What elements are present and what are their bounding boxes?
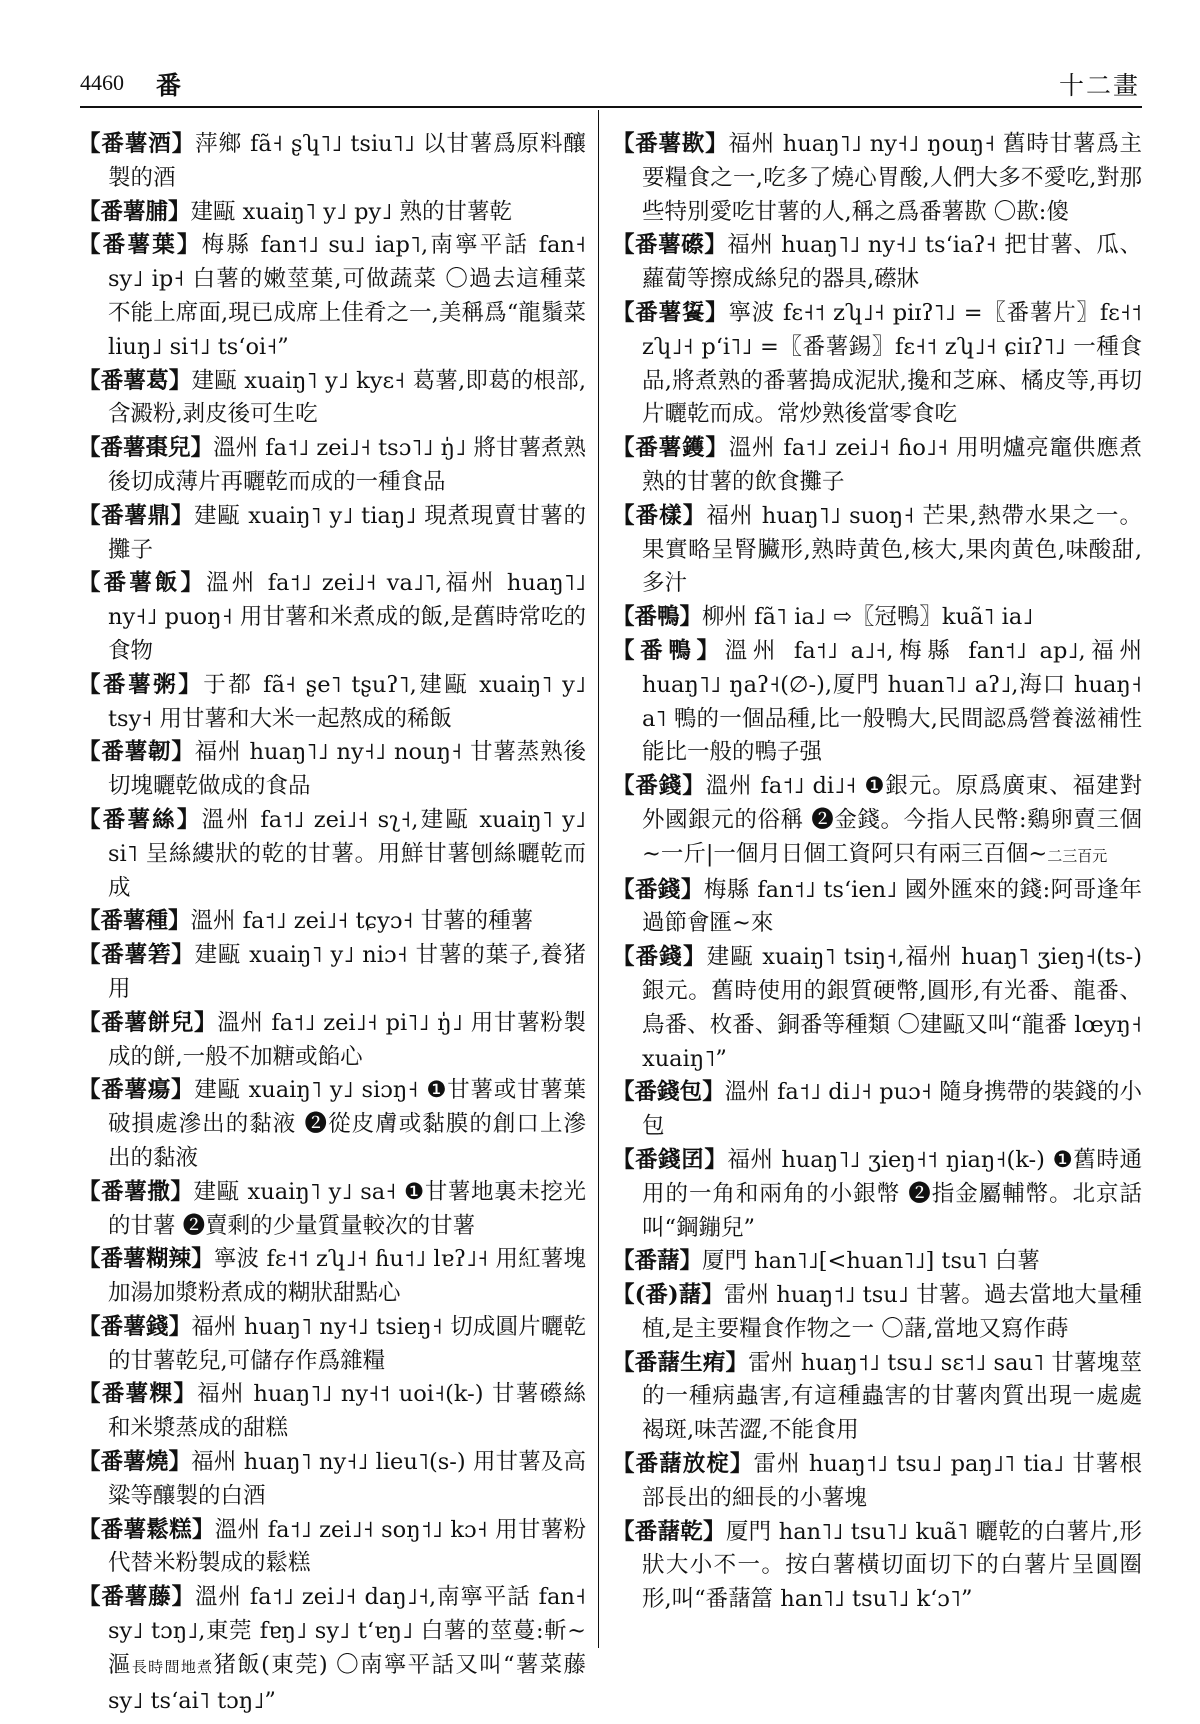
- entry-headword: 【番薯箬】: [78, 942, 195, 969]
- entry-headword: 【番薯韌】: [78, 739, 195, 766]
- dictionary-entry: [612, 1076, 1142, 1144]
- dictionary-entry: [78, 804, 586, 905]
- right-column: [612, 128, 1142, 1617]
- dictionary-entry: [78, 1007, 586, 1075]
- dictionary-entry: [612, 128, 1142, 229]
- entry-headword: 【番薯葛】: [78, 367, 192, 394]
- entry-headword: 【番錢】: [612, 876, 704, 903]
- dictionary-entry: [78, 736, 586, 804]
- entry-definition: 雷州 huaŋ˦˩ tsu˩ 甘薯。過去當地大量種植,是主要糧食作物之一 〇藷,當地又寫作蒔: [642, 1282, 1142, 1342]
- entry-headword: 【番薯燒】: [78, 1449, 192, 1476]
- dictionary-entry: [612, 1245, 1142, 1279]
- entry-headword: 【番薯粥】: [78, 671, 204, 698]
- dictionary-entry: [78, 500, 586, 568]
- entry-headword: 【番藷生痏】: [612, 1349, 749, 1376]
- entry-definition-tail: 猪飯(東莞) 〇南寧平話又叫“薯菜藤 sy˩ tsʻai˥ tɔŋ˩”: [108, 1651, 586, 1714]
- dictionary-entry: [78, 939, 586, 1007]
- entry-headword: 【番薯𩜾】: [612, 299, 729, 326]
- entry-definition: 寧波 fɛ˧˦ zʮ˩˧ ɦu˦˩ lɐʔ˩˧ 用紅薯塊加湯加漿粉煮成的糊狀甜點心: [108, 1246, 586, 1307]
- entry-headword: 【番藷】: [612, 1248, 703, 1275]
- column-divider: [598, 110, 599, 1648]
- entry-definition: 厦門 han˥˩ tsu˥˩ kuã˥ 曬乾的白薯片,形狀大小不一。按白薯橫切面切下的白薯片呈圓圈形,叫“番藷䈏 han˥˩ tsu˥˩ kʻɔ˥”: [642, 1518, 1142, 1613]
- header-rule: [80, 106, 1142, 108]
- entry-headword: 【番藷乾】: [612, 1518, 726, 1545]
- dictionary-entry: [612, 635, 1142, 770]
- dictionary-entry: [612, 770, 1142, 873]
- entry-headword: 【番薯酒】: [78, 131, 196, 157]
- dictionary-entry: [78, 1074, 586, 1175]
- entry-definition: 福州 huaŋ˥ ny˧˩ lieu˥(s-) 用甘薯及高粱等釀製的白酒: [108, 1449, 586, 1509]
- entry-definition: 萍鄉 fã˧ ʂʮ˥˩ tsiu˥˩ 以甘薯爲原料釀製的酒: [108, 131, 586, 191]
- entry-headword: 【番薯撒】: [78, 1178, 194, 1205]
- dictionary-entry: [78, 128, 586, 196]
- entry-headword: 【番薯歁】: [612, 131, 729, 157]
- entry-headword: 【番薯飯】: [78, 570, 207, 597]
- dictionary-entry: [78, 1446, 586, 1514]
- entry-headword: 【番樣】: [612, 502, 707, 529]
- entry-definition: 溫州 fa˦˩ zei˩˧ pi˥˩ ŋ̍˩ 用甘薯粉製成的餅,一般不加糖或餡心: [108, 1009, 586, 1070]
- entry-headword: 【番薯種】: [78, 908, 191, 935]
- entry-headword: 【番薯粿】: [78, 1381, 198, 1408]
- entry-headword: 【番薯糊辣】: [78, 1246, 214, 1273]
- entry-definition: 溫州 fa˦˩ zei˩˧ tɕyɔ˧ 甘薯的種薯: [190, 908, 534, 935]
- stroke-count-section: 十二畫: [1058, 71, 1140, 100]
- left-column: [78, 128, 586, 1718]
- entry-definition: 建甌 xuaiŋ˥ y˩ py˩ 熟的甘薯乾: [190, 198, 513, 225]
- entry-definition: 溫州 fa˦˩ zei˩˧ ɦo˩˧ 用明爐亮竈供應煮熟的甘薯的飲食攤子: [642, 435, 1142, 495]
- entry-definition: 梅縣 fan˦˩ su˩ iap˥,南寧平話 fan˧ sy˩ ip˧ 白薯的嫩莖葉,可做蔬菜 〇過去這種菜不能上席面,現已成席上佳肴之一,美稱爲“龍鬚菜 liuŋ˩ si˦˩ tsʻoi˧”: [108, 232, 586, 360]
- entry-definition: 建甌 xuaiŋ˥ y˩ sa˧ ❶甘薯地裏未挖光的甘薯 ❷賣剩的少量質量較次的甘薯: [108, 1178, 586, 1239]
- dictionary-entry: [612, 1347, 1142, 1448]
- entry-headword: 【番錢包】: [612, 1079, 725, 1106]
- entry-definition: 建甌 xuaiŋ˥ y˩ siɔŋ˧ ❶甘薯或甘薯葉破損處滲出的黏液 ❷從皮膚或黏膜的創口上滲出的黏液: [108, 1077, 586, 1171]
- entry-headword: 【番薯藤】: [78, 1584, 195, 1611]
- dictionary-entry: [78, 1176, 586, 1244]
- entry-definition: 溫州 fa˦˩ zei˩˧ tsɔ˥˩ ŋ̍˩ 將甘薯煮熟後切成薄片再曬乾而成的一種食品: [108, 435, 586, 495]
- dictionary-entry: [612, 297, 1142, 432]
- entry-definition: 于都 fã˧ ʂe˥ tʂuʔ˥,建甌 xuaiŋ˥ y˩ tsy˧ 用甘薯和大米一起熬成的稀飯: [108, 671, 586, 732]
- entry-headword: 【番薯棗兒】: [78, 435, 214, 462]
- entry-definition: 福州 huaŋ˥˩ ny˧˩ ŋouŋ˧ 舊時甘薯爲主要糧食之一,吃多了燒心胃酸,人們大多不愛吃,對那些特別愛吃甘薯的人,稱之爲番薯歁 〇歁:傻: [642, 131, 1142, 225]
- entry-headword: 【番薯瘍】: [78, 1077, 195, 1104]
- entry-small-gloss: 長時間地煮: [131, 1657, 214, 1676]
- dictionary-entry: [78, 1311, 586, 1379]
- dictionary-entry: [612, 432, 1142, 500]
- entry-definition: 溫州 fa˦˩ zei˩˧ daŋ˩˧,南寧平話 fan˧ sy˩ tɔŋ˩,東莞 fɐŋ˩ sy˩ tʻɐŋ˩ 白薯的莖蔓:斬~漚: [108, 1584, 586, 1678]
- entry-definition: 梅縣 fan˦˩ tsʻien˩ 國外匯來的錢:阿哥逢年過節會匯~來: [642, 876, 1142, 937]
- dictionary-entry: [612, 1516, 1142, 1617]
- dictionary-entry: [78, 229, 586, 364]
- dictionary-entry: [612, 874, 1142, 942]
- entry-headword: 【番薯絲】: [78, 806, 202, 833]
- entry-definition: 福州 huaŋ˥˩ suoŋ˧ 芒果,熱帶水果之一。果實略呈腎臟形,熟時黄色,核大,果肉黄色,味酸甜,多汁: [642, 502, 1142, 597]
- dictionary-entry: [78, 1243, 586, 1311]
- entry-definition: 溫州 fa˦˩ zei˩˧ sʅ˧,建甌 xuaiŋ˥ y˩ si˥ 呈絲縷狀的乾的甘薯。用鮮甘薯刨絲曬乾而成: [108, 806, 586, 901]
- entry-headword: 【(番)藷】: [612, 1282, 724, 1309]
- entry-headword: 【番薯錢】: [78, 1313, 192, 1340]
- dictionary-entry: [612, 941, 1142, 1076]
- entry-definition: 溫州 fa˦˩ zei˩˧ soŋ˦˩ kɔ˧ 用甘薯粉代替米粉製成的鬆糕: [108, 1516, 586, 1577]
- entry-definition: 建甌 xuaiŋ˥ y˩ tiaŋ˩ 現煮現賣甘薯的攤子: [108, 502, 586, 563]
- entry-headword: 【番錢】: [612, 944, 707, 971]
- dictionary-entry: [612, 229, 1142, 297]
- page-header: [80, 62, 1140, 102]
- entry-definition: 福州 huaŋ˥˩ ny˧˦ uoi˧(k-) 甘薯礤絲和米漿蒸成的甜糕: [108, 1381, 586, 1442]
- dictionary-entry: [78, 567, 586, 668]
- entry-definition: 福州 huaŋ˥˩ ʒieŋ˧˦ ŋiaŋ˧(k-) ❶舊時通用的一角和兩角的小銀幣 ❷指金屬輔幣。北京話叫“鋼鏰兒”: [642, 1146, 1142, 1241]
- entry-headword: 【番薯鼎】: [78, 502, 195, 529]
- entry-definition: 福州 huaŋ˥˩ ny˧˩ tsʻiaʔ˧ 把甘薯、瓜、蘿蔔等擦成絲兒的器具,礤牀: [642, 232, 1142, 293]
- dictionary-entry: [78, 365, 586, 433]
- entry-definition: 建甌 xuaiŋ˥ y˩ niɔ˧ 甘薯的葉子,養猪用: [108, 942, 586, 1002]
- entry-definition: 溫州 fa˦˩ a˩˧,梅縣 fan˦˩ ap˩,福州 huaŋ˥˩ ŋaʔ˧(∅-),厦門 huan˥˩ aʔ˩,海口 huaŋ˧ a˥ 鴨的一個品種,比一般鴨大,民間認爲營養滋補性能比一般的鴨子强: [642, 637, 1142, 766]
- entry-definition: 溫州 fa˦˩ di˩˧ ❶銀元。原爲廣東、福建對外國銀元的俗稱 ❷金錢。今指人民幣:鷄卵賣三個~一斤|一個月日個工資阿只有兩三百個~: [642, 773, 1142, 867]
- entry-definition: 雷州 huaŋ˦˩ tsu˩ sɛ˦˩ sau˥ 甘薯塊莖的一種病蟲害,有這種蟲害的甘薯肉質出現一處處褐斑,味苦澀,不能食用: [642, 1349, 1142, 1444]
- entry-headword: 【番錢】: [612, 773, 706, 800]
- head-character: 番: [156, 71, 182, 100]
- dictionary-entry: [78, 432, 586, 500]
- entry-headword: 【番薯餅兒】: [78, 1009, 218, 1036]
- dictionary-entry: [612, 500, 1142, 601]
- entry-headword: 【番薯鑊】: [612, 435, 729, 462]
- entry-definition: 厦門 han˥˩[<huan˥˩] tsu˥ 白薯: [702, 1248, 1040, 1275]
- dictionary-entry: [78, 196, 586, 230]
- dictionary-entry: [78, 905, 586, 939]
- entry-definition: 柳州 fã˥ ia˩ ⇨〖冠鴨〗kuã˥ ia˩: [702, 604, 1034, 631]
- dictionary-entry: [612, 601, 1142, 635]
- entry-definition: 建甌 xuaiŋ˥ y˩ kyɛ˧ 葛薯,即葛的根部,含澱粉,剥皮後可生吃: [108, 367, 586, 428]
- entry-definition: 溫州 fa˦˩ di˩˧ puɔ˧ 隨身携帶的裝錢的小包: [642, 1079, 1142, 1140]
- dictionary-entry: [78, 669, 586, 737]
- entry-small-gloss: 二三百元: [1047, 846, 1108, 865]
- dictionary-entry: [612, 1448, 1142, 1516]
- entry-definition: 福州 huaŋ˥˩ ny˧˩ nouŋ˧ 甘薯蒸熟後切塊曬乾做成的食品: [108, 739, 586, 800]
- entry-headword: 【番薯鬆糕】: [78, 1516, 215, 1543]
- entry-headword: 【番鴨】: [612, 637, 725, 664]
- entry-definition: 建甌 xuaiŋ˥ tsiŋ˧,福州 huaŋ˥ ʒieŋ˧(ts-) 銀元。舊時使用的銀質硬幣,圓形,有光番、龍番、鳥番、枚番、銅番等種類 〇建甌又叫“龍番 lœyŋ˧ xuaiŋ˥”: [642, 944, 1142, 1072]
- entry-headword: 【番薯脯】: [78, 198, 191, 225]
- dictionary-entry: [78, 1581, 586, 1718]
- entry-definition: 溫州 fa˦˩ zei˩˧ va˩˥,福州 huaŋ˥˩ ny˧˩ puoŋ˧ 用甘薯和米煮成的飯,是舊時常吃的食物: [108, 570, 586, 664]
- dictionary-entry: [78, 1378, 586, 1446]
- entry-headword: 【番藷放椗】: [612, 1451, 754, 1478]
- entry-definition: 寧波 fɛ˧˦ zʮ˩˧ piɪʔ˥˩ =〖番薯片〗fɛ˧˦ zʮ˩˧ pʻi˥˩ =〖番薯錫〗fɛ˧˦ zʮ˩˧ ɕiɪʔ˥˩ 一種食品,將煮熟的番薯搗成泥狀,攙和芝麻、橘皮等,再切片曬乾而成。常炒熟後當零食吃: [642, 299, 1142, 428]
- entry-headword: 【番鴨】: [612, 604, 703, 631]
- entry-definition: 福州 huaŋ˥ ny˧˩ tsieŋ˧ 切成圓片曬乾的甘薯乾兒,可儲存作爲雜糧: [108, 1313, 586, 1374]
- entry-headword: 【番薯礤】: [612, 232, 728, 259]
- dictionary-entry: [612, 1279, 1142, 1347]
- entry-definition: 雷州 huaŋ˦˩ tsu˩ paŋ˩˥ tia˩ 甘薯根部長出的細長的小薯塊: [642, 1451, 1142, 1511]
- entry-headword: 【番錢囝】: [612, 1146, 728, 1173]
- dictionary-entry: [78, 1514, 586, 1582]
- dictionary-entry: [612, 1144, 1142, 1245]
- page-number: 4460: [80, 70, 124, 95]
- entry-headword: 【番薯葉】: [78, 232, 202, 259]
